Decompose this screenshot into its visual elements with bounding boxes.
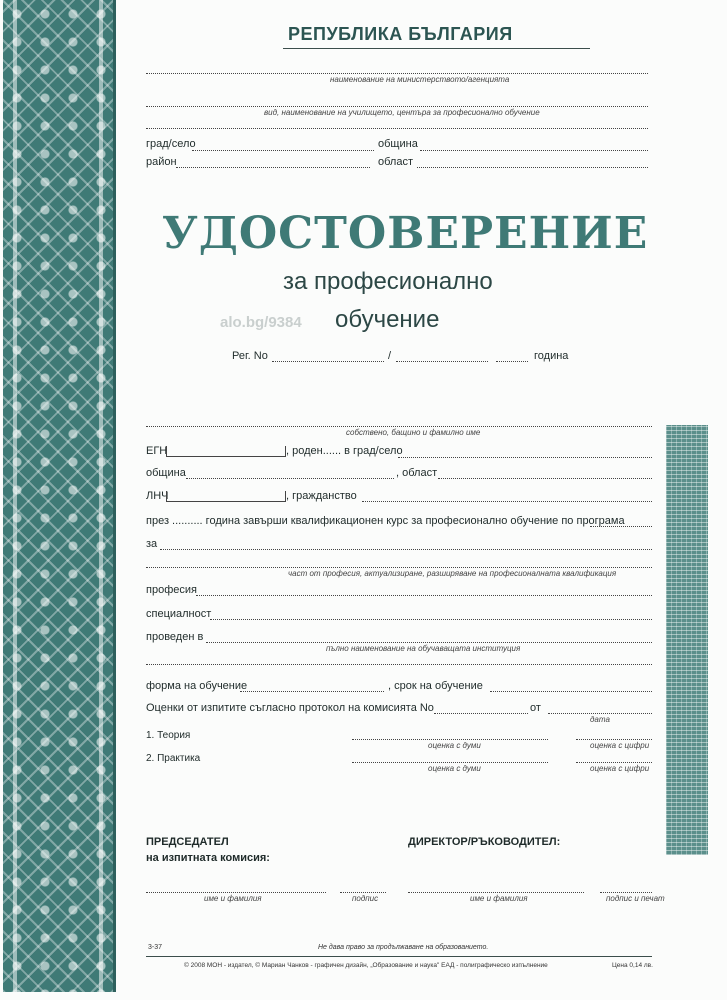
decorative-border-left [3,0,116,992]
watermark: alo.bg/9384 [220,314,302,331]
theory-words-caption: оценка с думи [428,741,481,750]
ministry-line[interactable] [146,73,648,74]
chair-name-field[interactable] [146,892,326,893]
subtitle-line-1: за професионално [283,268,493,295]
director-signature-field[interactable] [600,892,652,893]
practice-label: 2. Практика [146,753,201,764]
reg-number-field[interactable] [272,361,384,362]
form-field[interactable] [240,691,384,692]
form-code: 3-37 [148,944,163,951]
name-caption: собствено, бащино и фамилно име [346,428,481,437]
director-name-caption: име и фамилия [470,894,528,903]
profession-field[interactable] [196,595,652,596]
citizenship-field[interactable] [362,501,652,502]
theory-words-field[interactable] [352,739,548,740]
theory-digits-field[interactable] [576,739,652,740]
person-municipality-label: община [146,467,186,479]
person-region-label: , област [396,467,438,479]
profession-label: професия [146,584,197,596]
chair-signature-caption: подпис [352,894,379,903]
person-municipality-field[interactable] [186,478,394,479]
for-label: за [146,538,158,550]
duration-field[interactable] [490,691,652,692]
practice-digits-caption: оценка с цифри [590,764,650,773]
ministry-caption: наименование на министерството/агенцията [330,75,510,84]
chair-subtitle: на изпитната комисия: [146,852,270,864]
citizenship-label: , гражданство [286,490,357,502]
practice-words-caption: оценка с думи [428,764,481,773]
for-field[interactable] [160,549,652,550]
municipality-field[interactable] [420,150,648,151]
reg-label: Рег. No [232,350,268,362]
specialty-field[interactable] [210,619,652,620]
footer-copyright: © 2008 МОН - издател, © Мариан Чанков - графичен дизайн, „Образование и наука" ЕАД - полиграфическо изпълнение [184,962,548,969]
school-line[interactable] [146,106,648,107]
chair-signature-field[interactable] [340,892,386,893]
footer-rule [146,956,652,957]
municipality-label: община [378,138,418,150]
decorative-border-right [666,425,708,855]
region-label: област [378,156,413,168]
protocol-date-field[interactable] [548,713,652,714]
footer-notice: Не дава право за продължаване на образованието. [318,944,489,951]
district-label: район [146,156,177,168]
person-region-field[interactable] [438,478,652,479]
practice-words-field[interactable] [352,762,548,763]
chair-title: ПРЕДСЕДАТЕЛ [146,836,229,848]
chair-name-caption: име и фамилия [204,894,262,903]
director-title: ДИРЕКТОР/РЪКОВОДИТЕЛ: [408,836,561,848]
held-field[interactable] [206,642,652,643]
held-field-2[interactable] [146,664,652,665]
reg-date-field[interactable] [396,361,488,362]
institution-caption: пълно наименование на обучаващата институция [326,644,521,653]
egn-label: ЕГН [146,445,168,457]
for-field-2[interactable] [146,567,652,568]
part-caption: част от професия, актуализиране, разширяване на професионалната квалификация [288,569,617,578]
born-label: , роден...... в град/село [286,445,403,457]
held-label: проведен в [146,631,204,643]
year-label: година [534,350,569,362]
city-field[interactable] [192,150,374,151]
reg-year-field[interactable] [496,361,528,362]
district-field[interactable] [176,167,370,168]
lnch-label: ЛНЧ [146,490,169,502]
reg-slash: / [388,350,392,362]
course-text: през .......... година завърши квалификационен курс за професионално обучение по програма [146,515,625,527]
specialty-label: специалност [146,608,212,620]
theory-label: 1. Теория [146,730,191,741]
region-field[interactable] [417,167,648,168]
name-field[interactable] [146,426,652,427]
subtitle-line-2: обучение [335,306,440,333]
director-name-field[interactable] [408,892,584,893]
grades-label: Оценки от изпитите съгласно протокол на комисията No [146,702,434,714]
duration-label: , срок на обучение [388,680,483,692]
country-title: РЕПУБЛИКА БЪЛГАРИЯ [288,24,513,44]
extra-line[interactable] [146,128,648,129]
document-title: УДОСТОВЕРЕНИЕ [162,208,649,259]
egn-boxes[interactable] [166,446,286,457]
protocol-number-field[interactable] [434,713,528,714]
birthplace-field[interactable] [398,457,652,458]
date-caption: дата [590,715,610,724]
footer-price: Цена 0,14 лв. [612,962,653,969]
lnch-boxes[interactable] [166,491,286,502]
director-signature-caption: подпис и печат [606,894,665,903]
program-field[interactable] [590,526,652,527]
theory-digits-caption: оценка с цифри [590,741,650,750]
from-label: от [530,702,541,714]
form-label: форма на обучение [146,680,248,692]
city-label: град/село [146,138,196,150]
practice-digits-field[interactable] [576,762,652,763]
header-rule [283,48,590,49]
school-caption: вид, наименование на училището, центъра за професионално обучение [264,108,540,117]
